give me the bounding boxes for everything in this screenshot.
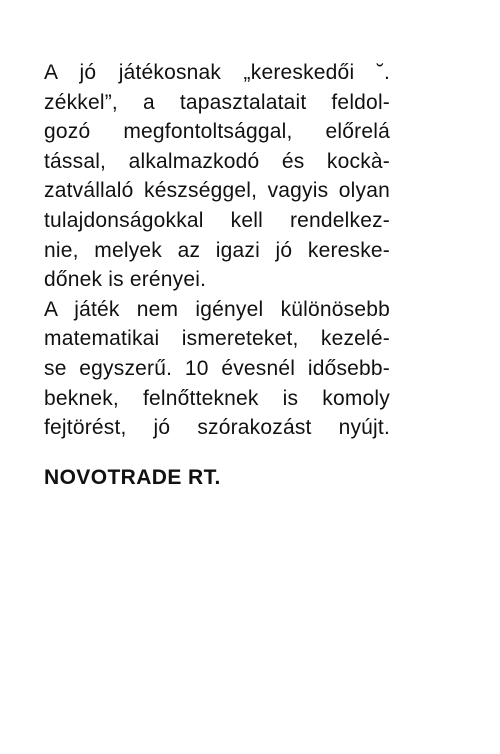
text-line: tással, alkalmazkodó és kockà- (44, 149, 390, 173)
text-line: matematikai ismereteket, kezelé- (44, 327, 390, 351)
text-line: nie, melyek az igazi jó kereske- (44, 238, 390, 262)
text-line: se egyszerű. 10 évesnél idősebb- (44, 356, 390, 380)
text-line: gozó megfontoltsággal, előrelá (44, 120, 390, 144)
company-signature: NOVOTRADE RT. (44, 466, 221, 489)
text-line: dőnek is erényei. (44, 268, 207, 292)
body-text (44, 58, 390, 443)
paragraph-2 (44, 295, 390, 443)
text-line: A játék nem igényel különösebb (44, 297, 390, 321)
paragraph-1 (44, 58, 390, 295)
text-line: fejtörést, jó szórakozást nyújt. (44, 416, 390, 440)
text-line: beknek, felnőtteknek is komoly (44, 386, 390, 410)
text-line: zatvállaló készséggel, vagyis olyan (44, 179, 390, 203)
text-line: tulajdonságokkal kell rendelkez- (44, 208, 390, 232)
text-line: zékkel”, a tapasztalatait feldol- (44, 90, 390, 114)
text-line: A jó játékosnak „kereskedői ˘. (44, 61, 390, 84)
